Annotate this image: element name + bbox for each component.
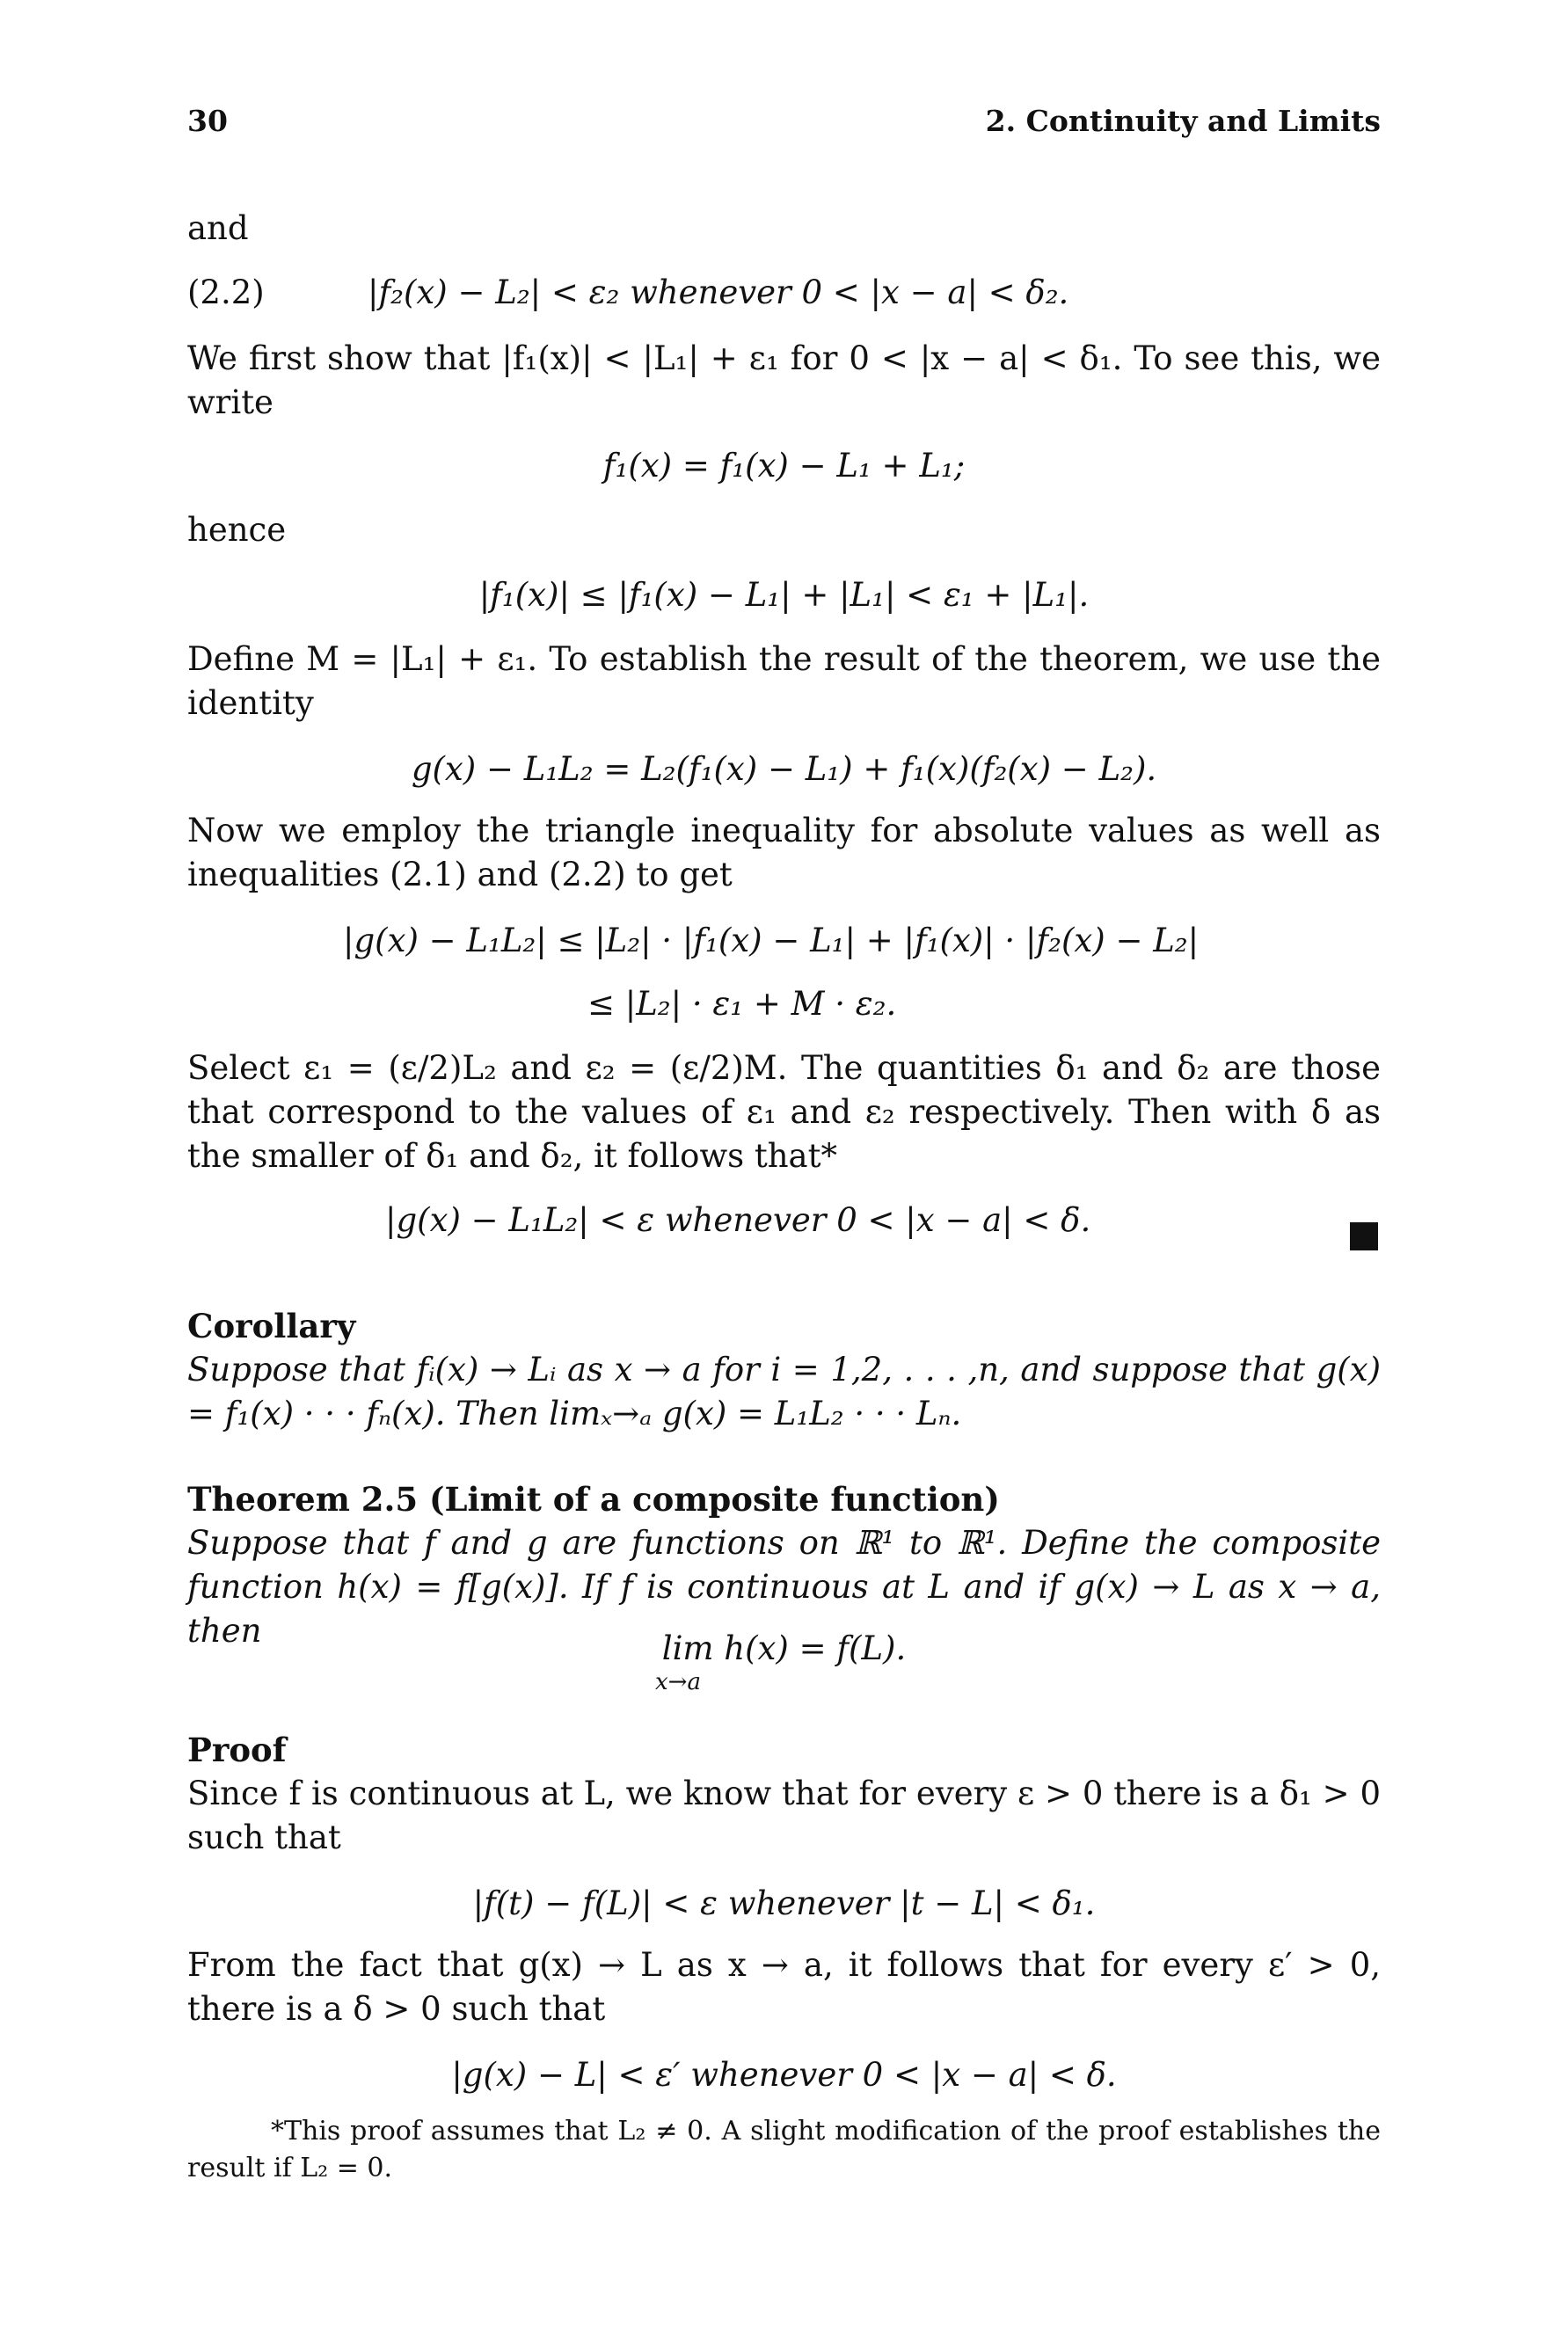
end-of-proof-icon <box>1350 1222 1378 1250</box>
paragraph-define: Define M = |L₁| + ε₁. To establish the result of the theorem, we use the identity <box>187 640 1381 722</box>
equation-fact: |g(x) − L| < ε′ whenever 0 < |x − a| < δ. <box>451 2056 1117 2094</box>
paragraph-fact: From the fact that g(x) → L as x → a, it follows that for every ε′ > 0, there is a δ > 0 such that <box>187 1946 1381 2028</box>
paragraph-first-show: We first show that |f₁(x)| < |L₁| + ε₁ for 0 < |x − a| < δ₁. To see this, we write <box>187 339 1381 421</box>
page-number: 30 <box>187 104 228 138</box>
equation-hence: |f₁(x)| ≤ |f₁(x) − L₁| + |L₁| < ε₁ + |L₁|. <box>478 576 1090 614</box>
footnote: *This proof assumes that L₂ ≠ 0. A slight modification of the proof establishes the result if L₂ = 0. <box>187 2116 1381 2183</box>
theorem-statement: Suppose that f and g are functions on ℝ¹ to ℝ¹. Define the composite function h(x) = f[g(x)]. If f is continuous at L and if g(x) → L as x → a, then <box>187 1524 1381 1650</box>
corollary-statement: Suppose that fᵢ(x) → Lᵢ as x → a for i = 1,2, . . . ,n, and suppose that g(x) = f₁(x) · · · fₙ(x). Then limₓ→ₐ g(x) = L₁L₂ · · · Lₙ. <box>187 1351 1381 1432</box>
equation-conclusion: |g(x) − L₁L₂| < ε whenever 0 < |x − a| < δ. <box>385 1201 1091 1239</box>
equation-write: f₁(x) = f₁(x) − L₁ + L₁; <box>602 447 966 485</box>
corollary-heading: Corollary <box>187 1307 356 1345</box>
equation-triangle-line-2: ≤ |L₂| · ε₁ + M · ε₂. <box>587 985 897 1023</box>
and-word: and <box>187 209 249 247</box>
chapter-title: 2. Continuity and Limits <box>985 104 1381 138</box>
equation-label-2-2: (2.2) <box>187 273 265 311</box>
paragraph-since: Since f is continuous at L, we know that for every ε > 0 there is a δ₁ > 0 such that <box>187 1775 1381 1856</box>
paragraph-triangle: Now we employ the triangle inequality for absolute values as well as inequalities (2.1) and (2.2) to get <box>187 812 1381 893</box>
equation-2-2: |f₂(x) − L₂| < ε₂ whenever 0 < |x − a| < δ₂. <box>368 273 1069 311</box>
proof-heading: Proof <box>187 1731 287 1769</box>
paragraph-select: Select ε₁ = (ε/2)L₂ and ε₂ = (ε/2)M. The quantities δ₁ and δ₂ are those that correspond to the values of ε₁ and ε₂ respectively. Then with δ as the smaller of δ₁ and δ₂, it follows that* <box>187 1049 1381 1175</box>
equation-limit: lim h(x) = f(L). <box>661 1629 907 1667</box>
equation-triangle-line-1: |g(x) − L₁L₂| ≤ |L₂| · |f₁(x) − L₁| + |f₁(x)| · |f₂(x) − L₂| <box>343 922 1200 959</box>
equation-limit-subscript: x→a <box>655 1669 701 1695</box>
equation-identity: g(x) − L₁L₂ = L₂(f₁(x) − L₁) + f₁(x)(f₂(x) − L₂). <box>411 750 1157 788</box>
theorem-heading: Theorem 2.5 (Limit of a composite function) <box>187 1480 1000 1519</box>
hence-word: hence <box>187 511 287 549</box>
equation-continuity: |f(t) − f(L)| < ε whenever |t − L| < δ₁. <box>472 1884 1096 1922</box>
